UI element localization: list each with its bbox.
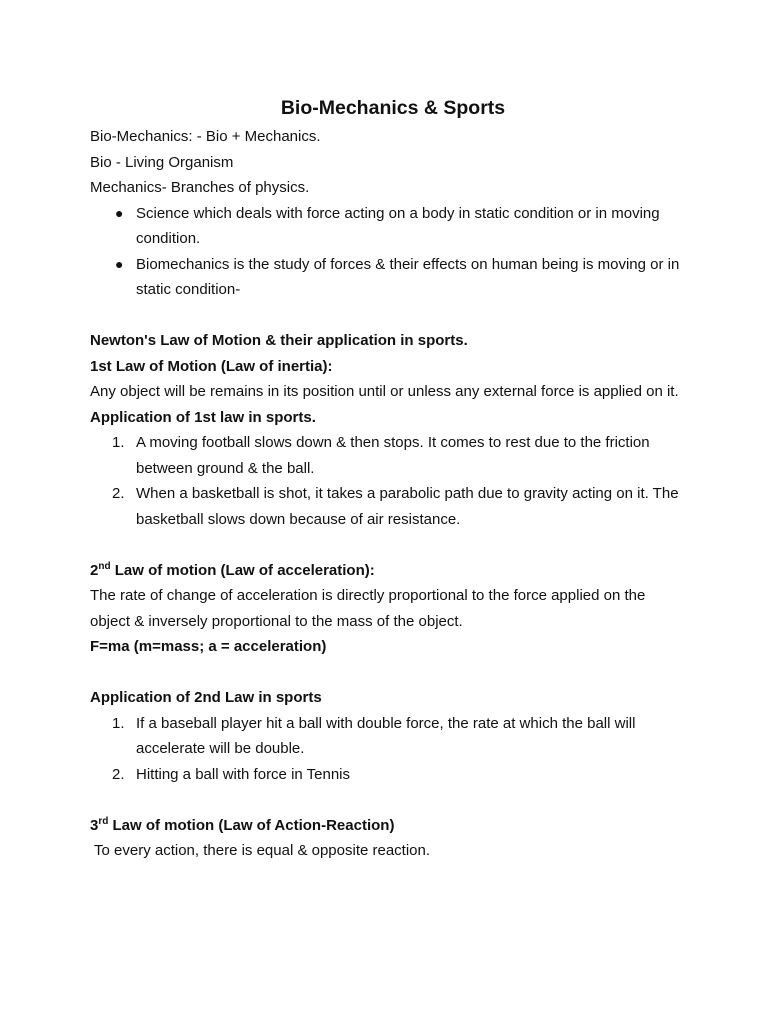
list-text: When a basketball is shot, it takes a parabolic path due to gravity acting on it. The basketball slows down because of air resistance. xyxy=(136,485,679,528)
intro-line-2: Bio - Living Organism xyxy=(90,153,234,171)
law3-heading-text: Law of motion (Law of Action-Reaction) xyxy=(108,816,395,834)
bullet-text: Science which deals with force acting on a body in static condition or in moving condition. xyxy=(136,204,660,247)
bullet-text: Biomechanics is the study of forces & their effects on human being is moving or in static condition- xyxy=(136,255,680,298)
law3-number: 3 xyxy=(90,816,99,834)
law3-ordinal-suffix: rd xyxy=(98,815,109,827)
law1-text: Any object will be remains in its position until or unless any external force is applied on it. xyxy=(90,383,679,400)
intro-line-3: Mechanics- Branches of physics. xyxy=(90,179,310,196)
law2-number: 2 xyxy=(90,561,99,579)
law2-heading-text: Law of motion (Law of acceleration): xyxy=(110,561,375,579)
bullet-icon: ● xyxy=(115,204,124,221)
list-item xyxy=(112,430,688,481)
law2-text: The rate of change of acceleration is directly proportional to the force applied on the object & inversely proportional to the mass of the object. xyxy=(90,587,646,630)
law2-application-heading: Application of 2nd Law in sports xyxy=(90,689,322,706)
document-title: Bio-Mechanics & Sports xyxy=(280,97,506,119)
intro-line-1: Bio-Mechanics: - Bio + Mechanics. xyxy=(90,128,321,145)
law2-heading xyxy=(90,558,688,584)
list-text: If a baseball player hit a ball with double force, the rate at which the ball will accelerate will be double. xyxy=(136,714,636,757)
law1-application-heading: Application of 1st law in sports. xyxy=(90,408,316,426)
law2-ordinal-suffix: nd xyxy=(98,560,111,572)
spacer xyxy=(90,532,688,558)
list-number: 1. xyxy=(112,714,125,732)
list-text: Hitting a ball with force in Tennis xyxy=(136,765,350,783)
law2-formula: F=ma (m=mass; a = acceleration) xyxy=(90,638,327,655)
law3-text: To every action, there is equal & opposite reaction. xyxy=(94,842,431,859)
list-item xyxy=(112,481,688,532)
bullet-item xyxy=(115,201,688,252)
spacer xyxy=(90,660,688,686)
definition-bullet-list xyxy=(90,201,688,303)
newton-heading: Newton's Law of Motion & their application in sports. xyxy=(90,332,468,349)
law3-heading xyxy=(90,813,688,839)
law2-application-list xyxy=(90,711,688,788)
list-text: A moving football slows down & then stops. It comes to rest due to the friction between ground & the ball. xyxy=(136,434,650,477)
bullet-icon: ● xyxy=(115,255,124,272)
bullet-item xyxy=(115,252,688,303)
spacer xyxy=(90,787,688,813)
spacer xyxy=(90,303,688,329)
list-item xyxy=(112,762,688,788)
law1-application-list xyxy=(90,430,688,532)
list-number: 1. xyxy=(112,434,125,451)
list-item xyxy=(112,711,688,762)
list-number: 2. xyxy=(112,765,125,783)
law1-heading: 1st Law of Motion (Law of inertia): xyxy=(90,357,333,375)
list-number: 2. xyxy=(112,485,125,502)
